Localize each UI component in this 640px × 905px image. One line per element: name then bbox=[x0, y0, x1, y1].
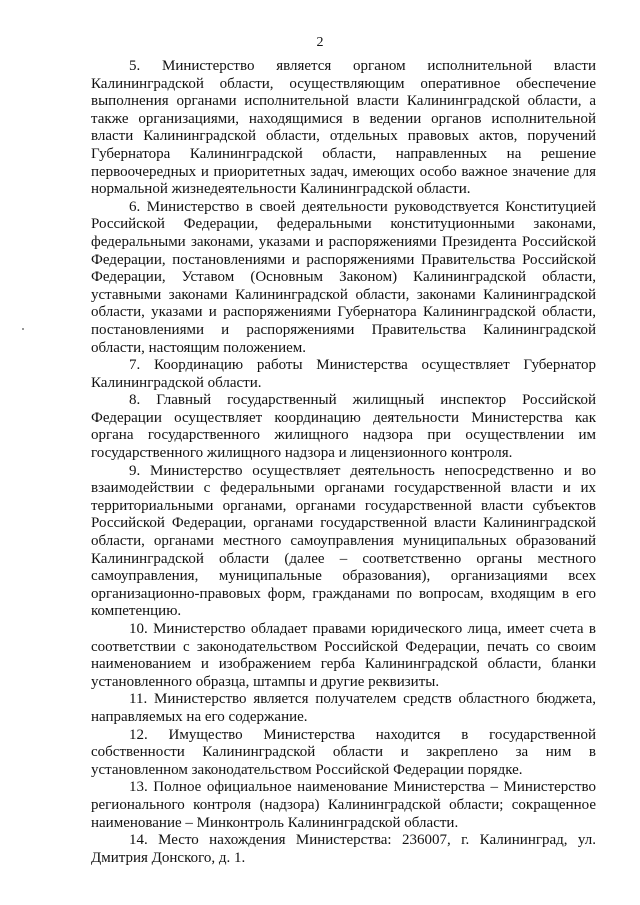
margin-speck bbox=[22, 328, 24, 330]
paragraph-5: 5. Министерство является органом исполнительной власти Калининградской области, осуществляющим оперативное обеспечение выполнения органами исполнительной власти Калининградской области, а также организациями, находящимися в ведении органов исполнительной власти Калининградской области, отдельных правовых актов, поручений Губернатора Калининградской области, направленных на решение первоочередных и приоритетных задач, имеющих особо важное значение для нормальной жизнедеятельности Калининградской области. bbox=[91, 58, 596, 198]
paragraph-14: 14. Место нахождения Министерства: 236007, г. Калининград, ул. Дмитрия Донского, д. 1. bbox=[91, 832, 596, 866]
paragraph-9: 9. Министерство осуществляет деятельность непосредственно и во взаимодействии с федеральными органами государственной власти и их территориальными органами, органами государственной власти субъектов Российской Федерации, органами государственной власти Калининградской области, органами местного самоуправления муниципальных образований Калининградской области (далее – соответственно органы местного самоуправления, муниципальные образования), организациями всех организационно-правовых форм, гражданами по вопросам, входящим в его компетенцию. bbox=[91, 462, 596, 620]
paragraph-11: 11. Министерство является получателем средств областного бюджета, направляемых на его содержание. bbox=[91, 691, 596, 725]
paragraph-8: 8. Главный государственный жилищный инспектор Российской Федерации осуществляет координацию деятельности Министерства как органа государственного жилищного надзора при осуществлении им государственного жилищного надзора и лицензионного контроля. bbox=[91, 392, 596, 462]
page-number: 2 bbox=[316, 35, 324, 50]
paragraph-12: 12. Имущество Министерства находится в государственной собственности Калининградской области и закреплено за ним в установленном законодательством Российской Федерации порядке. bbox=[91, 726, 596, 778]
paragraph-6: 6. Министерство в своей деятельности руководствуется Конституцией Российской Федерации, федеральными конституционными законами, федеральными законами, указами и распоряжениями Президента Российской Федерации, постановлениями и распоряжениями Правительства Российской Федерации, Уставом (Основным Законом) Калининградской области, уставными законами Калининградской области, законами Калининградской области, указами и распоряжениями Губернатора Калининградской области, постановлениями и распоряжениями Правительства Калининградской области, настоящим положением. bbox=[91, 198, 596, 356]
paragraph-7: 7. Координацию работы Министерства осуществляет Губернатор Калининградской области. bbox=[91, 357, 596, 391]
document-body bbox=[91, 58, 596, 867]
paragraph-13: 13. Полное официальное наименование Министерства – Министерство регионального контроля (надзора) Калининградской области; сокращенное наименование – Минконтроль Калининградской области. bbox=[91, 779, 596, 831]
paragraph-10: 10. Министерство обладает правами юридического лица, имеет счета в соответствии с законодательством Российской Федерации, печать со своим наименованием и изображением герба Калининградской области, бланки установленного образца, штампы и другие реквизиты. bbox=[91, 621, 596, 690]
